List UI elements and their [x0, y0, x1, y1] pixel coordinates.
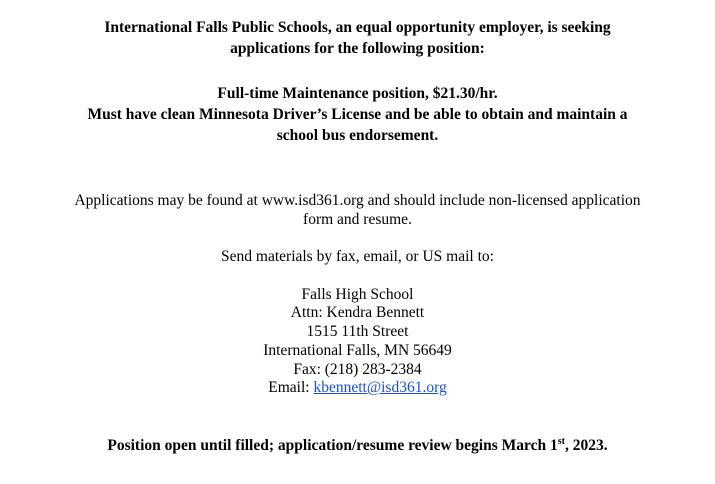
footer-notice	[0, 437, 715, 455]
email-label: Email:	[268, 379, 314, 396]
intro-line-1: International Falls Public Schools, an equal opportunity employer, is seeking	[104, 19, 611, 36]
intro-line-2: applications for the following position:	[230, 40, 485, 57]
position-title: Full-time Maintenance position, $21.30/hr.	[217, 85, 498, 102]
address-street: 1515 11th Street	[306, 323, 409, 340]
address-name: Falls High School	[301, 286, 414, 303]
address-email-line	[0, 379, 715, 397]
footer-ordinal-suffix: st	[557, 435, 565, 447]
applications-line-1: Applications may be found at www.isd361.org and should include non-licensed application	[74, 192, 641, 209]
footer-year: , 2023.	[564, 437, 608, 454]
address-city: International Falls, MN 56649	[263, 342, 452, 359]
footer-text: Position open until filled; application/resume review begins March 1	[107, 437, 558, 454]
position-requirement-1: Must have clean Minnesota Driver’s License and be able to obtain and maintain a	[87, 106, 628, 123]
address-fax: Fax: (218) 283-2384	[293, 361, 422, 378]
email-link[interactable]: kbennett@isd361.org	[313, 379, 447, 396]
address-attn: Attn: Kendra Bennett	[290, 304, 425, 321]
position-requirement-2: school bus endorsement.	[276, 127, 439, 144]
applications-line-2: form and resume.	[303, 211, 412, 228]
send-instructions: Send materials by fax, email, or US mail to:	[221, 248, 494, 265]
